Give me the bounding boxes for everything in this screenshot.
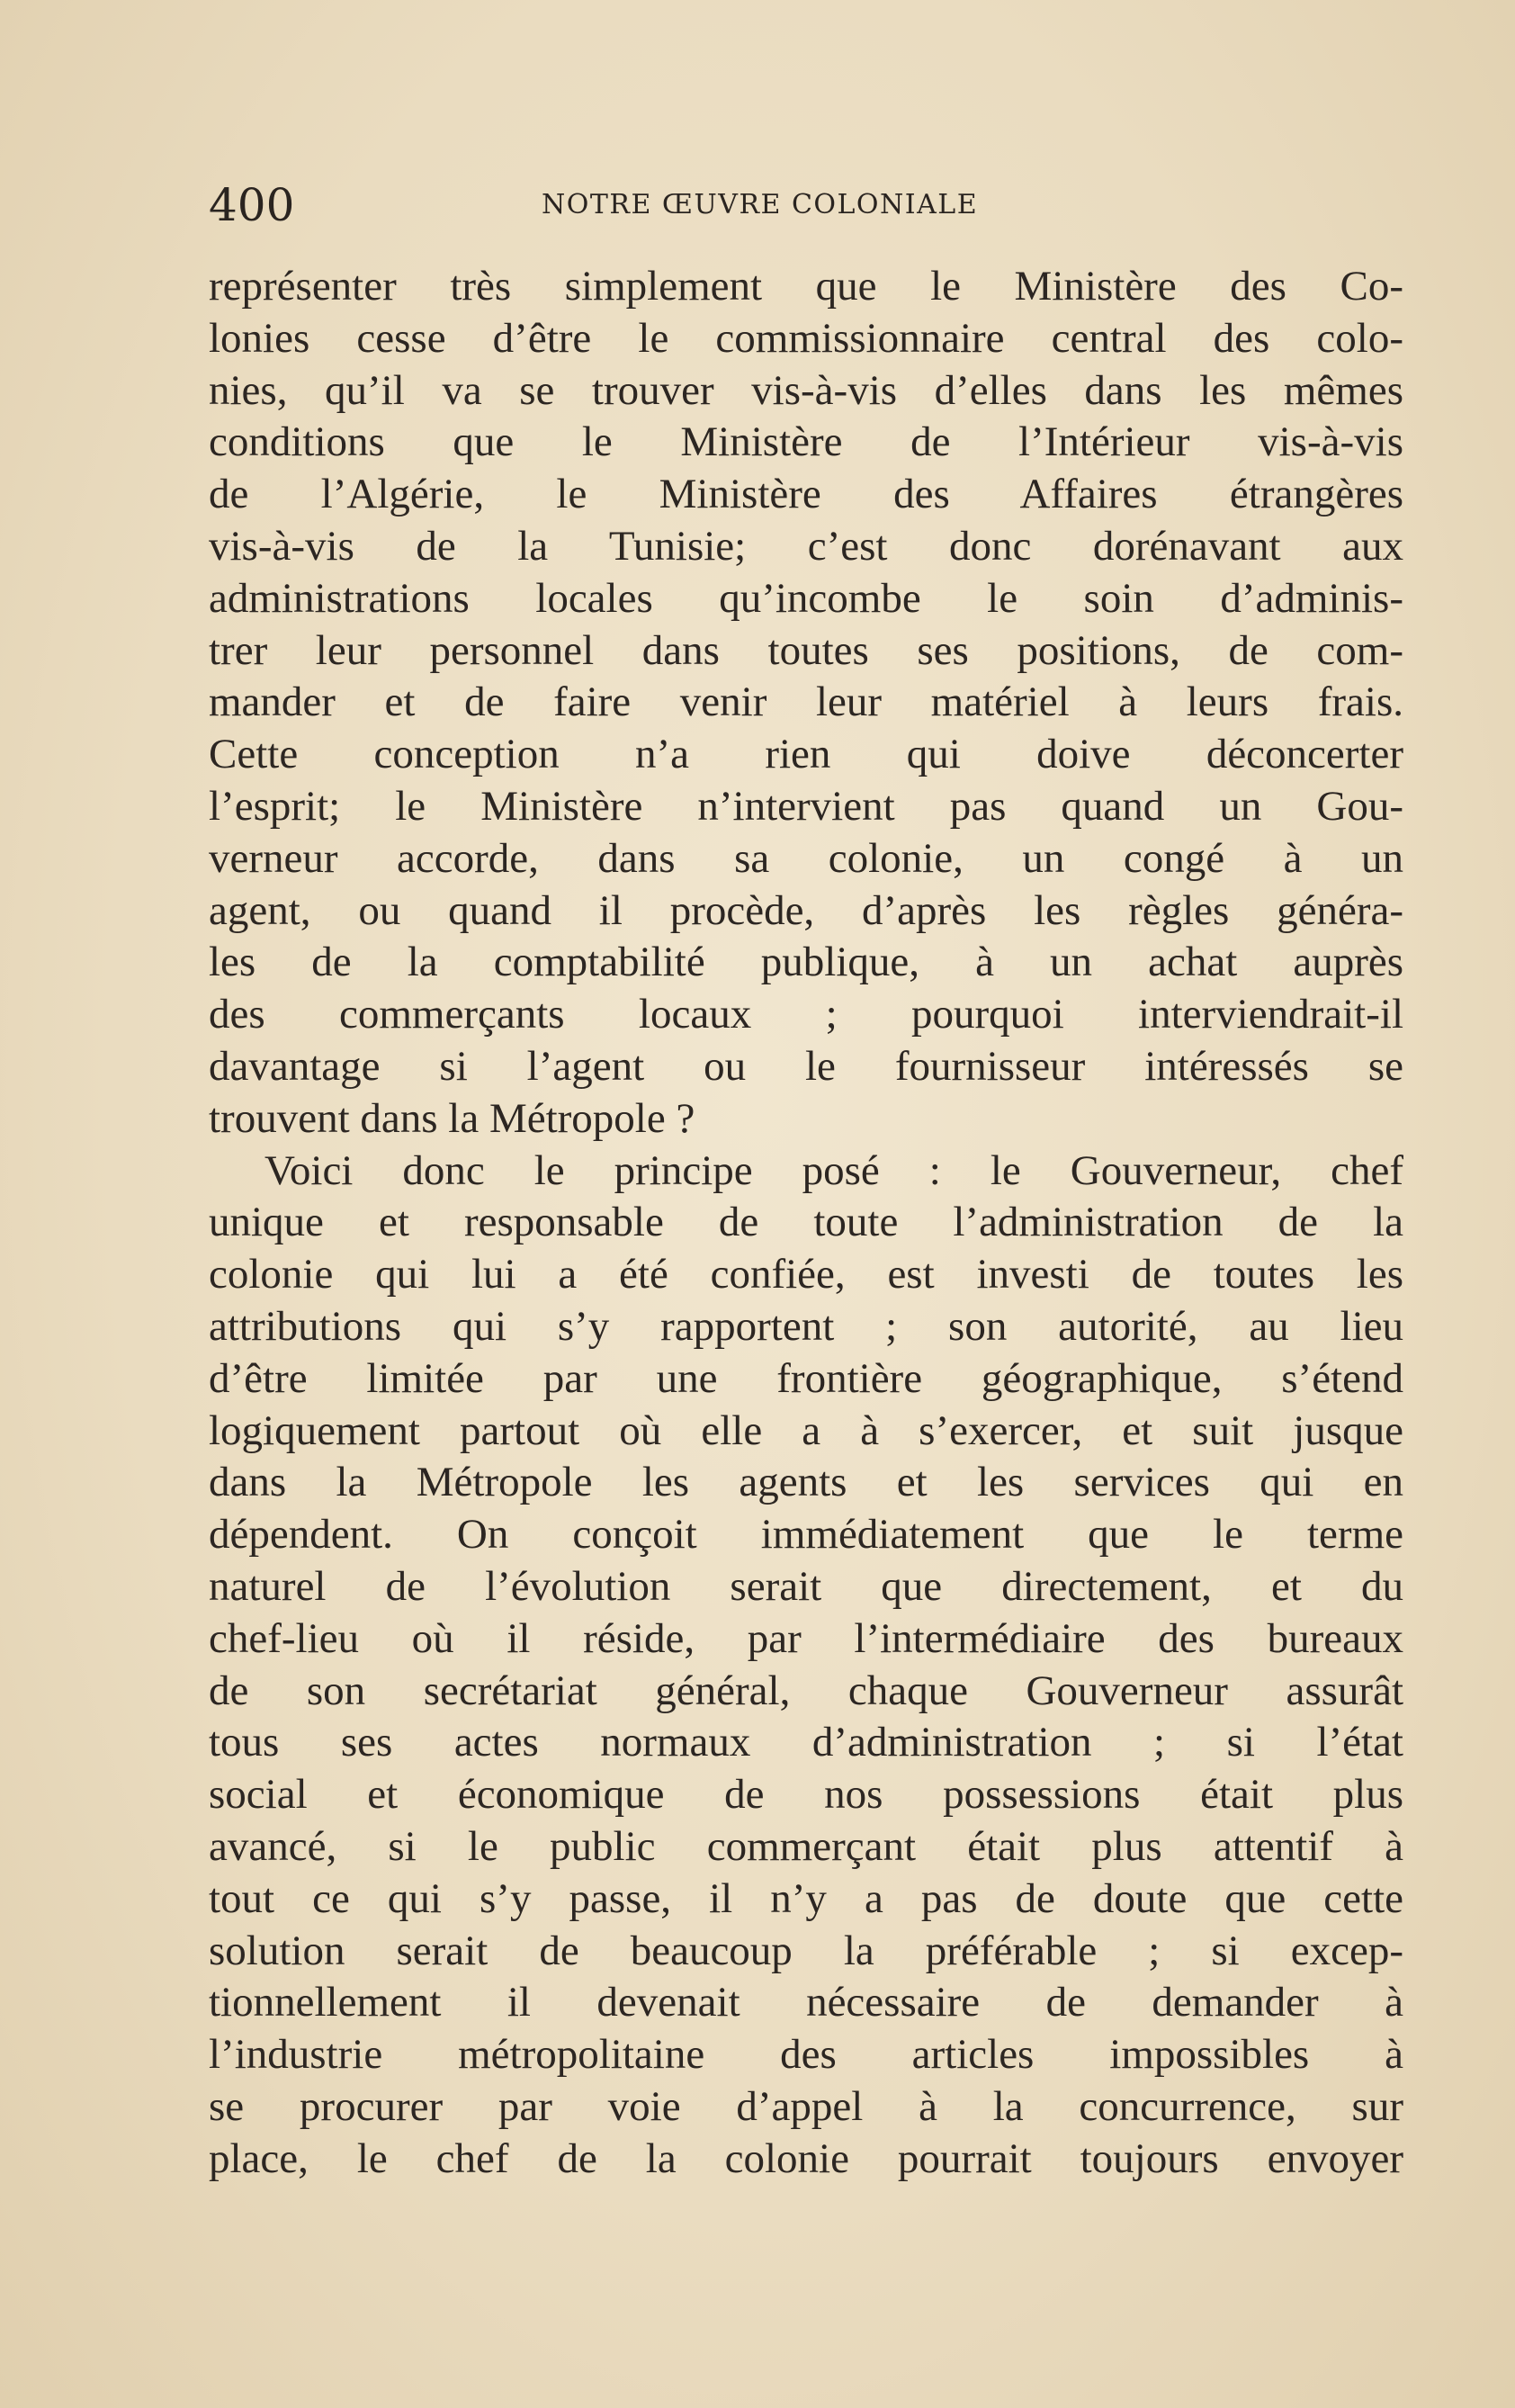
body-text [209, 261, 1403, 2185]
text-line: agent, ou quand il procède, d’après les règles généra- [209, 886, 1403, 934]
text-line: solution serait de beaucoup la préférable ; si excep- [209, 1927, 1403, 1974]
text-line: chef-lieu où il réside, par l’intermédiaire des bureaux [209, 1614, 1403, 1662]
text-line: se procurer par voie d’appel à la concurrence, sur [209, 2082, 1403, 2130]
text-line: les de la comptabilité publique, à un achat auprès [209, 939, 1403, 986]
text-line: d’être limitée par une frontière géographique, s’étend [209, 1354, 1403, 1402]
text-line: place, le chef de la colonie pourrait toujours envoyer [209, 2134, 1403, 2182]
text-line: dépendent. On conçoit immédiatement que le terme [209, 1511, 1403, 1559]
text-line: attributions qui s’y rapportent ; son autorité, au lieu [209, 1302, 1403, 1350]
text-line: vis-à-vis de la Tunisie; c’est donc dorénavant aux [209, 522, 1403, 570]
text-line: mander et de faire venir leur matériel à leurs frais. [209, 678, 1403, 726]
text-line: nies, qu’il va se trouver vis-à-vis d’elles dans les mêmes [209, 366, 1403, 414]
text-line: Voici donc le principe posé : le Gouverneur, chef [264, 1146, 1403, 1194]
text-line: logiquement partout où elle a à s’exercer, et suit jusque [209, 1406, 1403, 1454]
text-line: conditions que le Ministère de l’Intérieur vis-à-vis [209, 418, 1403, 466]
text-line: l’industrie métropolitaine des articles impossibles à [209, 2031, 1403, 2079]
text-line: trouvent dans la Métropole ? [209, 1094, 695, 1142]
text-line: avancé, si le public commerçant était plus attentif à [209, 1822, 1403, 1870]
text-line: l’esprit; le Ministère n’intervient pas quand un Gou- [209, 782, 1403, 830]
text-line: des commerçants locaux ; pourquoi interviendrait-il [209, 991, 1403, 1038]
text-line: trer leur personnel dans toutes ses positions, de com- [209, 626, 1403, 674]
page-number: 400 [209, 179, 295, 231]
text-line: administrations locales qu’incombe le soin d’adminis- [209, 574, 1403, 622]
text-line: lonies cesse d’être le commissionnaire central des colo- [209, 314, 1403, 362]
text-line: unique et responsable de toute l’administration de la [209, 1199, 1403, 1246]
text-line: naturel de l’évolution serait que directement, et du [209, 1562, 1403, 1610]
page-header [209, 178, 1403, 232]
text-line: Cette conception n’a rien qui doive déconcerter [209, 731, 1403, 778]
text-line: tionnellement il devenait nécessaire de demander à [209, 1979, 1403, 2026]
text-line: tout ce qui s’y passe, il n’y a pas de doute que cette [209, 1874, 1403, 1922]
text-line: représenter très simplement que le Ministère des Co- [209, 263, 1403, 310]
text-line: tous ses actes normaux d’administration ; si l’état [209, 1719, 1403, 1766]
text-line: verneur accorde, dans sa colonie, un congé à un [209, 834, 1403, 882]
text-line: de l’Algérie, le Ministère des Affaires étrangères [209, 471, 1403, 518]
text-line: de son secrétariat général, chaque Gouverneur assurât [209, 1667, 1403, 1714]
text-line: social et économique de nos possessions était plus [209, 1771, 1403, 1819]
running-title: NOTRE ŒUVRE COLONIALE [542, 189, 979, 220]
text-line: davantage si l’agent ou le fournisseur intéressés se [209, 1042, 1403, 1090]
text-line: colonie qui lui a été confiée, est investi de toutes les [209, 1251, 1403, 1298]
text-line: dans la Métropole les agents et les services qui en [209, 1459, 1403, 1506]
